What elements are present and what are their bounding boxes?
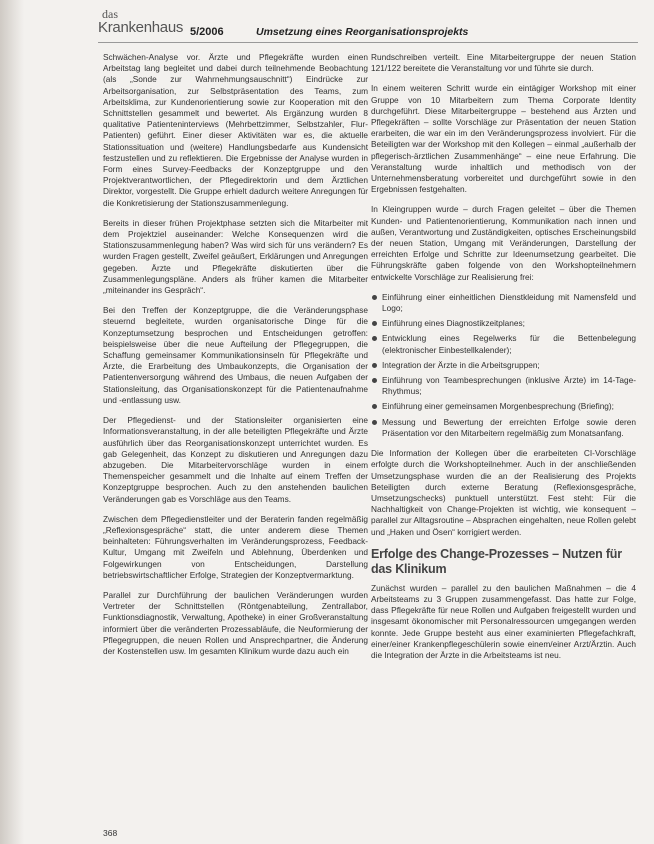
paragraph: Bereits in dieser frühen Projektphase setzten sich die Mitarbeiter mit dem Projektziel auseinander: Welche Konsequenzen wird die Stationszusammenlegung haben? Was wird sich für uns verändern? Es wurden Fragen gestellt, Zweifel geäußert, Erklärungen und Anregungen gegeben. Ärzte und Pflegekräfte diskutierten über die Zusammenlegungspläne. Anders als früher kamen die Mitarbeiter „miteinander ins Gespräch“.	[103, 217, 368, 296]
proposal-list	[371, 292, 636, 439]
logo-krankenhaus: Krankenhaus	[98, 19, 184, 36]
logo-das: das	[102, 7, 118, 21]
list-item: Messung und Bewertung der erreichten Erfolge sowie deren Präsentation vor den Mitarbeitern regelmäßig zum Monatsanfang.	[371, 417, 636, 439]
running-title: Umsetzung eines Reorganisationsprojekts	[256, 26, 469, 38]
list-item: Integration der Ärzte in die Arbeitsgruppen;	[371, 360, 636, 371]
header-rule	[98, 42, 638, 43]
paragraph: Bei den Treffen der Konzeptgruppe, die die Veränderungsphase steuernd begleitete, wurden organisatorische Dinge für die Konzeptumsetzung besprochen und Entscheidungen getroffen: beispielsweise über die neue Aufteilung der Pflegegruppen, die Schaffung gemeinsamer Kommunikationsinseln für Pflegekräfte und Ärzte, die Erarbeitung des Umbaukonzepts, die Organisation der Patientenversorgung während des Umbaus, die neuen Aufgaben der Stationsleitung, das Organisationskonzept für die Patientenaufnahme und -entlassung usw.	[103, 305, 368, 405]
section-heading: Erfolge des Change-Prozesses – Nutzen für das Klinikum	[371, 546, 622, 576]
list-item: Einführung eines Diagnostikzeitplanes;	[371, 318, 636, 329]
paragraph: Parallel zur Durchführung der baulichen Veränderungen wurden Vertreter der Schnittstellen (Röntgenabteilung, Zentrallabor, Funktionsdiagnostik, Verwaltung, Apotheke) in einer Großveranstaltung informiert über die veränderten Prozessabläufe, die Neuformierung der Pflegegruppen, die neuen Rollen und Ansprechpartner, die Änderung der Kostenstellen usw. Im gesamten Klinikum wurde dazu auch ein	[103, 589, 368, 656]
page-gutter-shadow	[0, 0, 24, 844]
journal-logo	[98, 7, 184, 42]
paragraph: Zwischen dem Pflegedienstleiter und der Beraterin fanden regelmäßig „Reflexionsgespräche“ statt, die unter anderem diese Themen beinhalteten: Führungsverhalten im Veränderungsprozess, Feedback-Kultur, Umgang mit Zweifeln und Ablehnung, Überdenken und Folgewirkungen von Entscheidungen, Darstellung betriebswirtschaftlicher Erfolge, Strategien der Konzeptvermarktung.	[103, 513, 368, 580]
paragraph: Der Pflegedienst- und der Stationsleiter organisierten eine Informationsveranstaltung, in der alle beteiligten Pflegekräfte und Ärzte ausführlich über das Reorganisationskonzept unterrichtet wurden. Es gab Gelegenheit, das Konzept zu diskutieren und Anregungen dazu abzugeben. Die Mitarbeitervorschläge wurden in einem Themenspeicher gesammelt und die Inhalte auf einem Treffen der Konzeptgruppe besprochen. Auch zu den anstehenden baulichen Veränderungen gab es Vorschläge aus den Teams.	[103, 415, 368, 504]
issue-number: 5/2006	[190, 26, 224, 38]
paragraph: Rundschreiben verteilt. Eine Mitarbeitergruppe der neuen Station 121/122 bereitete die Veranstaltung vor und führte sie durch.	[371, 52, 636, 74]
paragraph: In Kleingruppen wurde – durch Fragen geleitet – über die Themen Kunden- und Patientenorientierung, Kommunikation nach innen und außen, Verantwortung und Zuständigkeiten, optisches Erscheinungsbild der neuen Station, Umgang mit Veränderungen, Darstellung der erreichten Erfolge und Schritte zur Ideenumsetzung gearbeitet. Die Führungskräfte gaben folgende von den Workshopteilnehmern entwickelte Vorschläge zur Realisierung frei:	[371, 204, 636, 282]
paragraph: Die Information der Kollegen über die erarbeiteten CI-Vorschläge erfolgte durch die Workshopteilnehmer. Auch in der anschließenden Umsetzungsphase wurden die an der Realisierung des Projekts Beteiligten durch externe Beratung (Reflexionsgespräche, Umsetzungschecks) punktuell unterstützt. Fest steht: Für die Nachhaltigkeit von Change-Projekten ist wichtig, wie konsequent – parallel zur Alltagsroutine – Absprachen eingehalten, neue Rollen gelebt und „Haken und Ösen“ korrigiert werden.	[371, 448, 636, 537]
list-item: Einführung einer einheitlichen Dienstkleidung mit Namensfeld und Logo;	[371, 292, 636, 314]
page-number: 368	[103, 828, 118, 838]
right-column	[371, 52, 636, 670]
left-column	[103, 52, 368, 666]
paragraph: In einem weiteren Schritt wurde ein eintägiger Workshop mit einer Gruppe von 10 Mitarbeitern zum Thema Corporate Identity durchgeführt. Diese Mitarbeitergruppe – bestehend aus Ärzten und Pflegekräften – sollte Vorschläge zur Präsentation der neuen Station erarbeiten, die war ein im den Veränderungsprozess involviert. Für die Beteiligten war der Workshop mit den Kollegen – einmal „außerhalb der pflegerisch-ärztlichen Zusammenhänge“ – eine neue Erfahrung. Die Veranstaltung wurde inhaltlich und methodisch von der Unternehmensberatung vorbereitet und durchgeführt sowie in den Ergebnissen festgehalten.	[371, 83, 636, 195]
list-item: Einführung einer gemeinsamen Morgenbesprechung (Briefing);	[371, 401, 636, 412]
paragraph: Schwächen-Analyse vor. Ärzte und Pflegekräfte wurden einen Arbeitstag lang begleitet und dabei durch teilnehmende Beobachtung (als „Sonde zur Wahrnehmungsauschnitt“) Eindrücke zur Arbeitsorganisation, zur Selbstpräsentation des Teams, zum Arbeitsklima, zur Kundenorientierung sowie zur Kooperation mit den Schnittstellen gesammelt und bewertet. Als Ergänzung wurden 8 qualitative Patienteninterviews (Mehrbettzimmer, Selbstzahler, Flur-Patienten) geführt. Einer dieser Aktivitäten war es, die aktuelle Stationssituation und (weitere) Handlungsbedarfe aus Kundensicht festzustellen und zu reflektieren. Die Ergebnisse der Analyse wurden in Form eines Survey-Feedbacks der Konzeptgruppe und den Projektverantwortlichen, der Pflegedirektorin und dem Ärztlichen Direktor, vorgestellt. Die Gruppe erhielt dadurch weitere Anregungen für die Konkretisierung der Stationszusammenlegung.	[103, 52, 368, 208]
paragraph: Zunächst wurden – parallel zu den baulichen Maßnahmen – die 4 Arbeitsteams zu 3 Gruppen zusammengefasst. Das hatte zur Folge, dass Pflegekräfte für neue Rollen und Aufgaben freigestellt wurden und insgesamt ökonomischer mit Personalressourcen umgegangen werden konnte. Jede Gruppe besteht aus einer examinierten Pflegefachkraft, einer/einer Krankenpflegeschülerin sowie einem/einer Arzt/Ärztin. Auch die Integration der Ärzte in die Arbeitsteams ist neu.	[371, 582, 636, 660]
page-header	[98, 8, 638, 42]
list-item: Entwicklung eines Regelwerks für die Bettenbelegung (elektronischer Einbestellkalender);	[371, 333, 636, 355]
list-item: Einführung von Teambesprechungen (inklusive Ärzte) im 14-Tage-Rhythmus;	[371, 375, 636, 397]
